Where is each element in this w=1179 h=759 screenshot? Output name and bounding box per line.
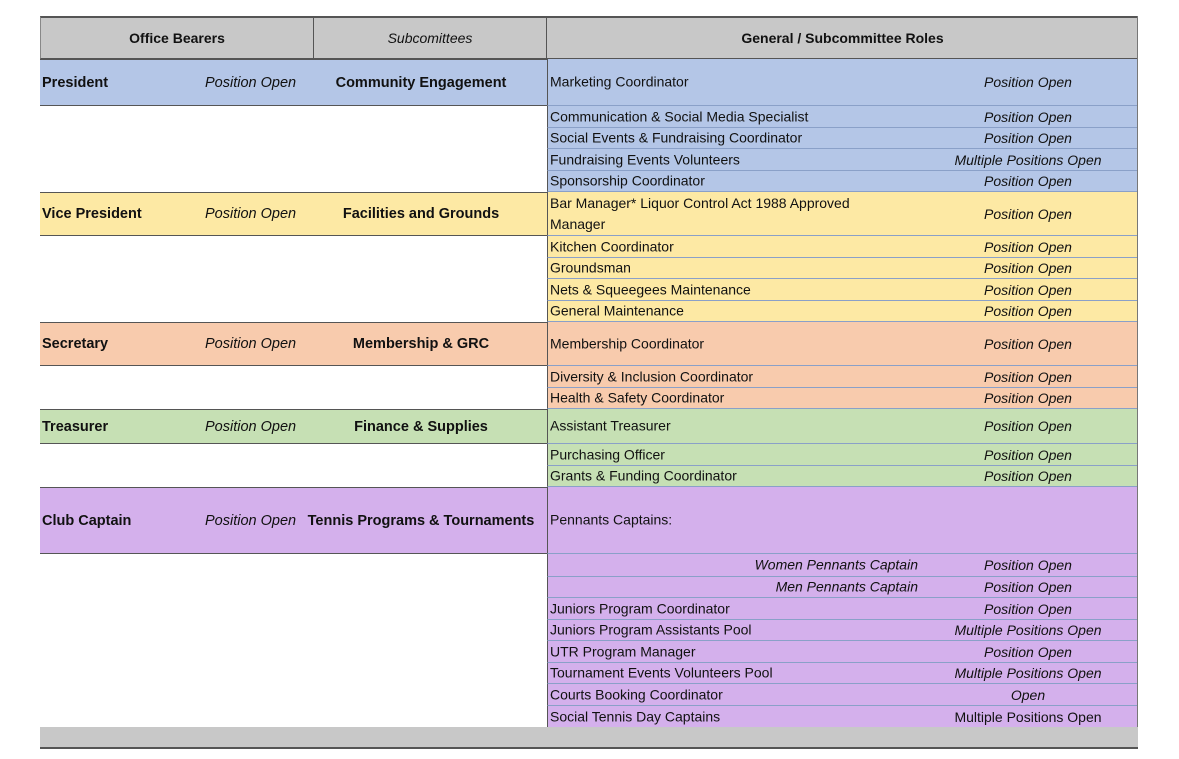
role-name: Groundsman <box>550 259 631 276</box>
header-subcommittees: Subcomittees <box>313 16 547 59</box>
role-name: Grants & Funding Coordinator <box>550 467 737 484</box>
roles-table <box>40 16 1138 749</box>
role-status: Position Open <box>984 418 1072 434</box>
role-name: General Maintenance <box>550 302 684 319</box>
role-name: Communication & Social Media Specialist <box>550 108 809 124</box>
office-club-captain <box>40 487 547 554</box>
role-name: Diversity & Inclusion Coordinator <box>550 368 754 384</box>
role-row <box>547 258 1138 279</box>
role-row <box>547 388 1138 409</box>
role-status: Position Open <box>984 446 1072 463</box>
office-title: Treasurer <box>42 418 109 435</box>
role-status: Multiple Positions Open <box>954 708 1102 725</box>
role-row <box>547 577 1138 598</box>
section-gap <box>40 444 547 487</box>
role-status: Position Open <box>984 643 1072 660</box>
office-status: Position Open <box>205 336 297 352</box>
role-name: Fundraising Events Volunteers <box>550 151 740 167</box>
role-name: Social Events & Fundraising Coordinator <box>550 129 803 146</box>
office-president <box>40 59 547 106</box>
subcommittee-name: Membership & GRC <box>352 336 490 352</box>
subcommittee-name: Finance & Supplies <box>354 418 488 435</box>
role-status: Position Open <box>984 335 1072 352</box>
section-gap <box>40 106 547 192</box>
role-status: Multiple Positions Open <box>954 151 1102 168</box>
role-status: Position Open <box>984 205 1072 222</box>
role-status: Position Open <box>984 281 1072 298</box>
subcommittee-name: Facilities and Grounds <box>342 206 500 222</box>
role-status: Position Open <box>984 238 1072 255</box>
role-name: Membership Coordinator <box>550 335 705 351</box>
table-footer-bar <box>40 727 1138 749</box>
role-name: Women Pennants Captain <box>754 556 918 573</box>
role-name: Kitchen Coordinator <box>550 238 674 254</box>
role-status: Position Open <box>984 468 1072 484</box>
office-treasurer <box>40 409 547 444</box>
section-gap <box>40 236 547 322</box>
office-title: President <box>42 74 109 91</box>
role-row <box>547 366 1138 388</box>
role-row <box>547 598 1138 620</box>
role-name: Social Tennis Day Captains <box>550 708 721 724</box>
role-status: Position Open <box>984 600 1072 617</box>
office-title: Secretary <box>42 336 109 352</box>
subcommittee-name: Community Engagement <box>335 74 507 91</box>
role-status: Position Open <box>984 368 1072 385</box>
role-status: Position Open <box>984 303 1072 319</box>
role-name: Men Pennants Captain <box>775 578 918 595</box>
section-gap <box>40 366 547 409</box>
role-status: Position Open <box>984 390 1072 406</box>
office-status: Position Open <box>205 74 297 91</box>
office-secretary <box>40 322 547 366</box>
role-row <box>547 620 1138 641</box>
role-row <box>547 192 1138 236</box>
role-row <box>547 466 1138 487</box>
role-name: Tournament Events Volunteers Pool <box>550 664 773 681</box>
section-gap <box>40 554 547 727</box>
role-row <box>547 444 1138 466</box>
role-row <box>547 149 1138 171</box>
office-status: Position Open <box>205 418 297 435</box>
role-row <box>547 128 1138 149</box>
office-vice-president <box>40 192 547 236</box>
role-row <box>547 684 1138 706</box>
role-name: Nets & Squeegees Maintenance <box>550 281 751 297</box>
role-status: Open <box>1010 686 1046 703</box>
office-status: Position Open <box>205 206 297 222</box>
role-name: Health & Safety Coordinator <box>550 389 725 406</box>
role-row <box>547 409 1138 444</box>
role-status: Position Open <box>984 130 1072 146</box>
role-name: Marketing Coordinator <box>550 73 689 90</box>
role-row <box>547 171 1138 192</box>
subcommittee-name: Tennis Programs & Tournaments <box>307 512 535 529</box>
role-status: Position Open <box>984 108 1072 125</box>
role-status: Position Open <box>984 74 1072 90</box>
office-title: Vice President <box>42 206 142 222</box>
role-row <box>547 106 1138 128</box>
role-name: Juniors Program Coordinator <box>550 600 730 616</box>
role-row <box>547 706 1138 727</box>
table-right-border <box>1137 16 1138 727</box>
role-name: Bar Manager* Liquor Control Act 1988 Approved Manager <box>550 194 850 232</box>
role-row <box>547 663 1138 684</box>
role-row <box>547 641 1138 663</box>
role-row <box>547 59 1138 106</box>
role-row <box>547 236 1138 258</box>
role-name: Courts Booking Coordinator <box>550 686 723 702</box>
office-status: Position Open <box>205 512 297 529</box>
role-row <box>547 554 1138 577</box>
role-status: Position Open <box>984 579 1072 595</box>
role-status: Position Open <box>984 173 1072 189</box>
role-name: Pennants Captains: <box>550 511 673 528</box>
role-name: Sponsorship Coordinator <box>550 172 705 189</box>
role-status: Position Open <box>984 260 1072 276</box>
role-name: Juniors Program Assistants Pool <box>550 621 752 638</box>
office-title: Club Captain <box>42 512 132 529</box>
role-row <box>547 279 1138 301</box>
role-status: Multiple Positions Open <box>954 622 1102 638</box>
role-name: Assistant Treasurer <box>550 417 671 434</box>
role-row <box>547 322 1138 366</box>
role-name: Purchasing Officer <box>550 446 665 462</box>
header-office-bearers: Office Bearers <box>40 16 313 59</box>
header-general-roles: General / Subcommittee Roles <box>547 16 1138 59</box>
role-name: UTR Program Manager <box>550 643 696 659</box>
role-status: Multiple Positions Open <box>954 665 1102 681</box>
role-status: Position Open <box>984 557 1072 573</box>
role-row <box>547 301 1138 322</box>
role-row <box>547 487 1138 554</box>
